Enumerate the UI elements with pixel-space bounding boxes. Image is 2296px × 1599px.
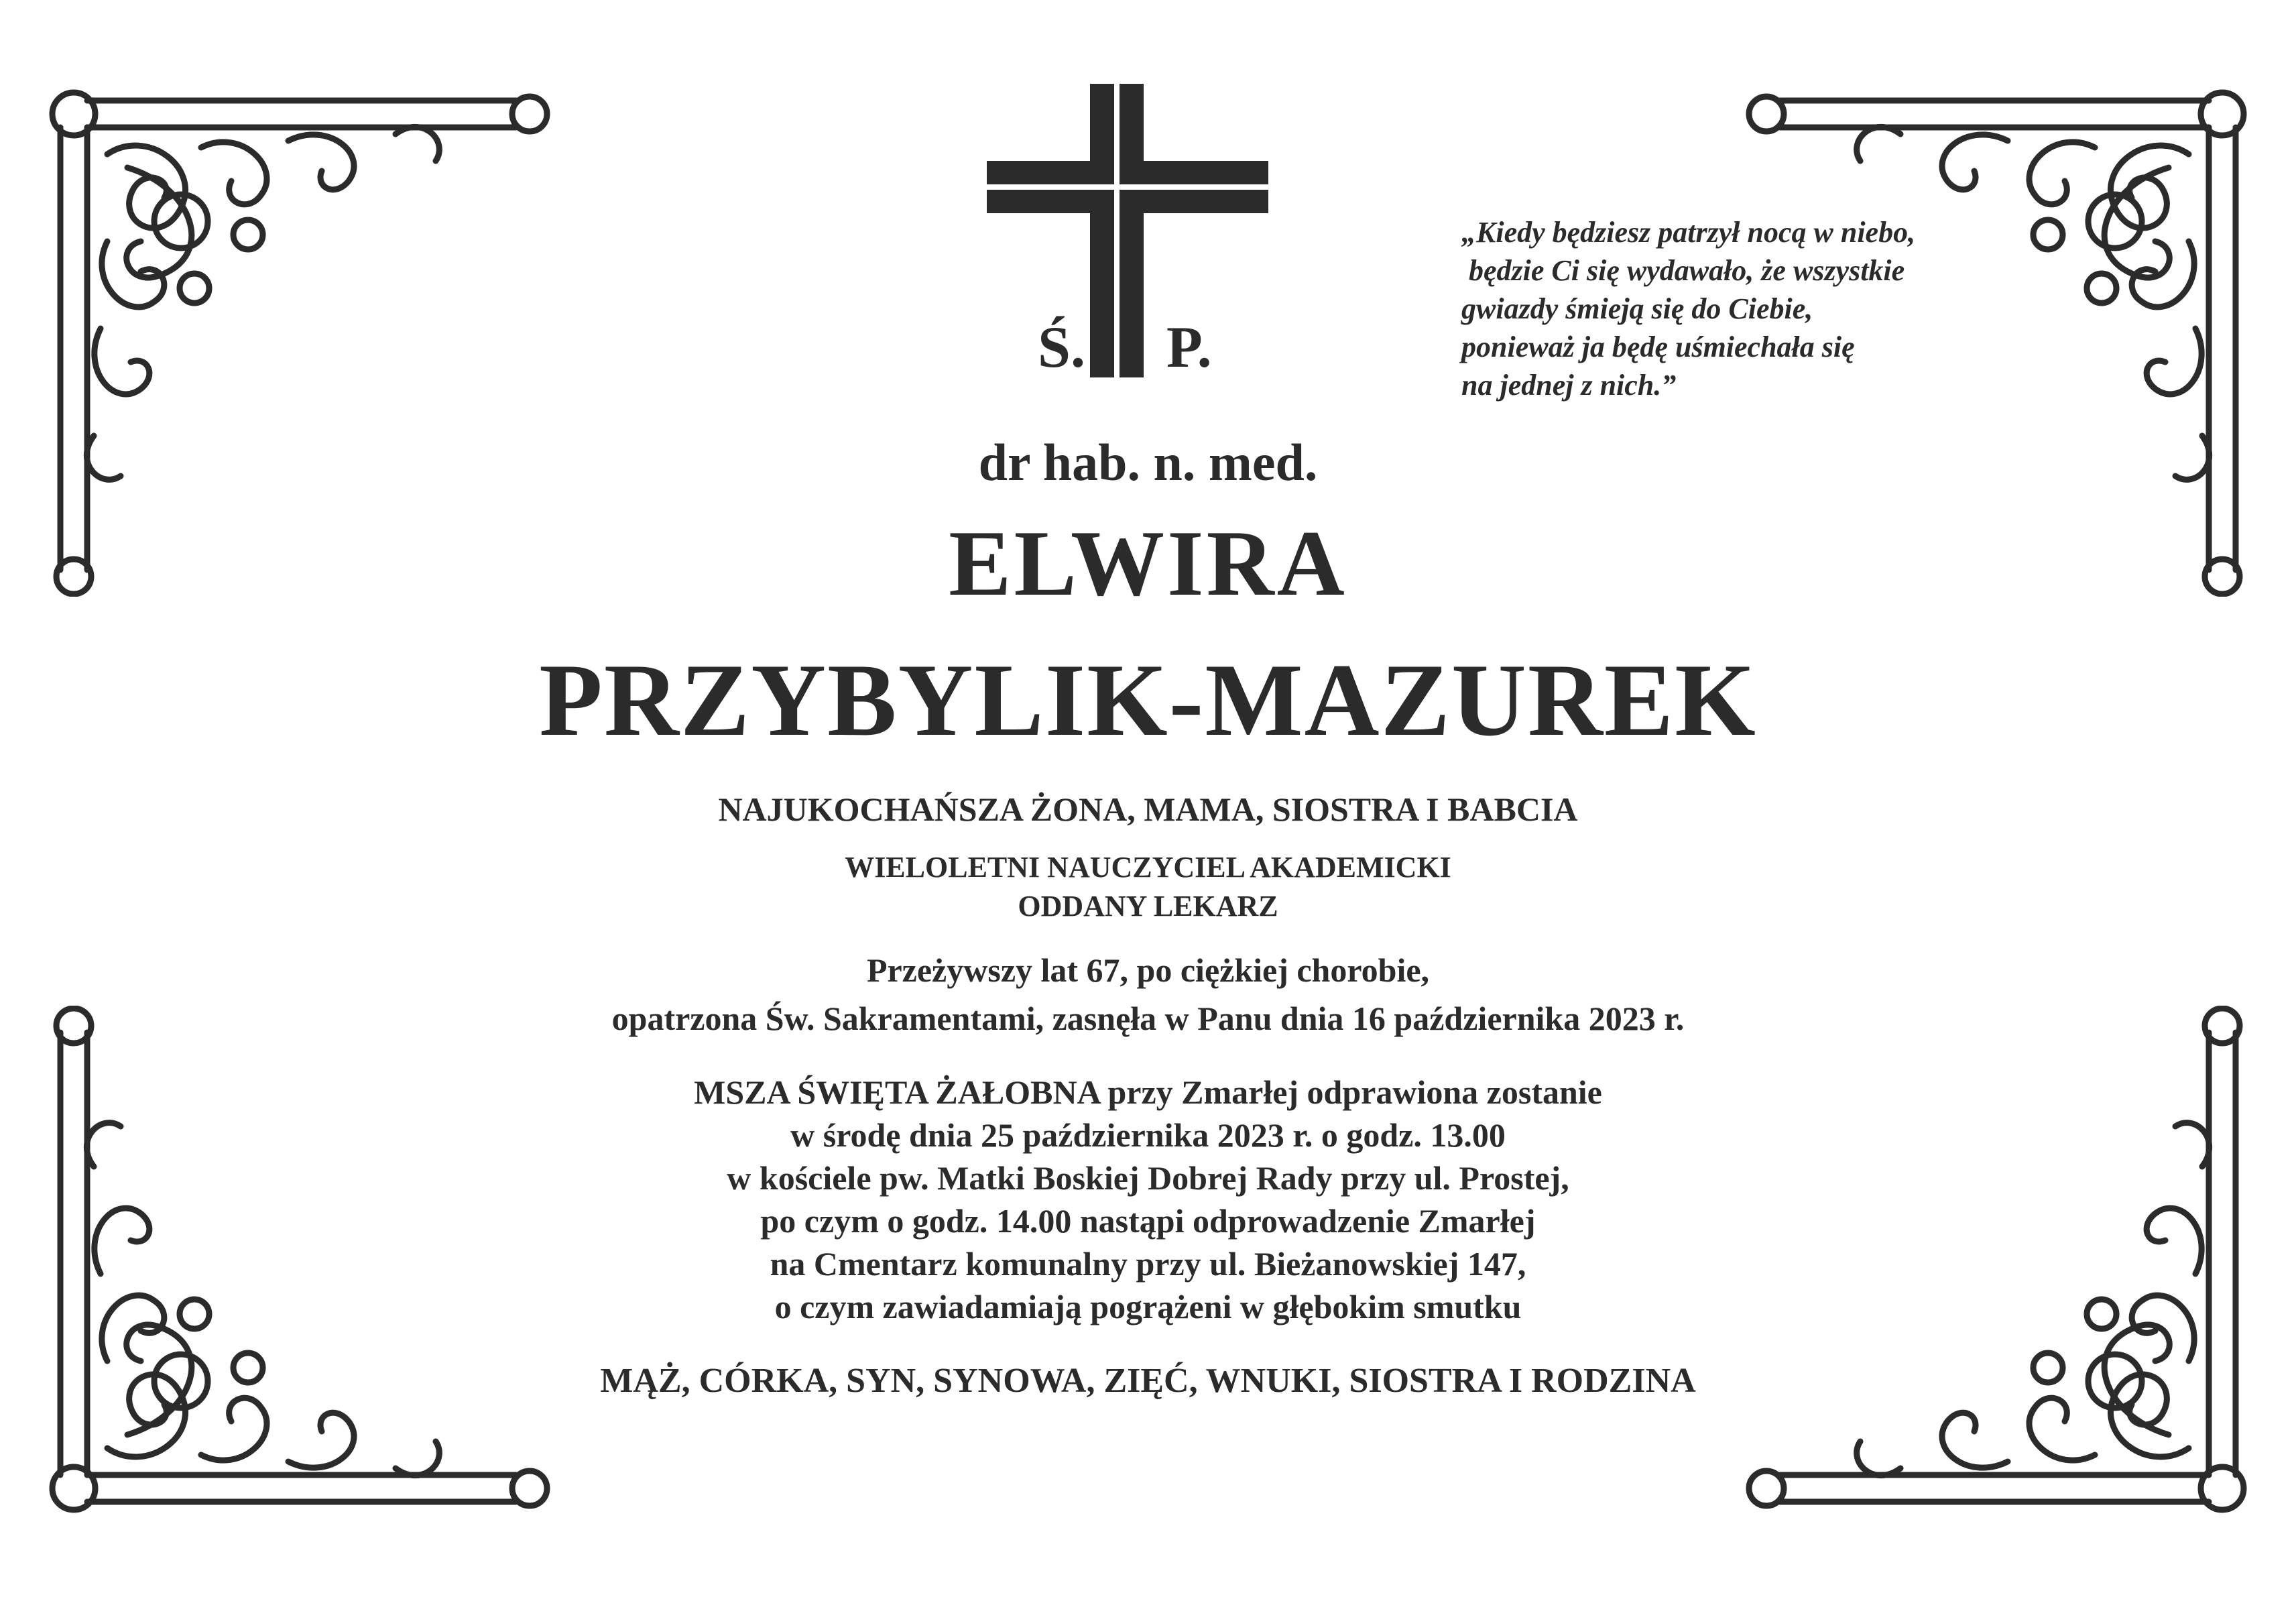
funeral-line-1-rest: przy Zmarłej odprawiona zostanie: [1099, 1073, 1602, 1111]
death-line-1: Przeżywszy lat 67, po ciężkiej chorobie,: [866, 951, 1430, 989]
mourners-signature: MĄŻ, CÓRKA, SYN, SYNOWA, ZIĘĆ, WNUKI, SIOSTRA I RODZINA: [600, 1362, 1696, 1400]
death-line-2: opatrzona Św. Sakramentami, zasnęła w Panu dnia 16 października 2023 r.: [611, 1000, 1685, 1037]
funeral-line-1: [0, 1073, 2296, 1112]
funeral-line-3: w kościele pw. Matki Boskiej Dobrej Rady przy ul. Prostej,: [727, 1159, 1569, 1197]
sp-left-letter: Ś.: [1038, 315, 1085, 380]
sp-right-letter: P.: [1166, 315, 1212, 380]
quote-line: „Kiedy będziesz patrzył nocą w niebo,: [1461, 216, 1916, 249]
first-name: ELWIRA: [949, 512, 1347, 615]
profession-line-2: ODDANY LEKARZ: [1018, 890, 1278, 923]
quote-line: będzie Ci się wydawało, że wszystkie: [1461, 254, 1905, 287]
quote-block: [1461, 213, 2065, 404]
quote-line: na jednej z nich.”: [1461, 369, 1677, 402]
quote-line: gwiazdy śmieją się do Ciebie,: [1461, 292, 1813, 325]
family-roles: NAJUKOCHAŃSZA ŻONA, MAMA, SIOSTRA I BABCIA: [718, 790, 1578, 828]
academic-title: dr hab. n. med.: [978, 433, 1318, 491]
funeral-lead: MSZA ŚWIĘTA ŻAŁOBNA: [694, 1073, 1099, 1111]
funeral-line-2: w środę dnia 25 października 2023 r. o godz. 13.00: [790, 1116, 1506, 1154]
funeral-line-5: na Cmentarz komunalny przy ul. Bieżanowskiej 147,: [770, 1245, 1526, 1283]
profession-line-1: WIELOLETNI NAUCZYCIEL AKADEMICKI: [845, 851, 1451, 884]
quote-line: ponieważ ja będę uśmiechała się: [1461, 331, 1855, 363]
last-name: PRZYBYLIK-MAZUREK: [539, 642, 1757, 758]
funeral-line-6: o czym zawiadamiają pogrążeni w głębokim smutku: [774, 1288, 1522, 1325]
funeral-line-4: po czym o godz. 14.00 nastąpi odprowadzenie Zmarłej: [760, 1202, 1536, 1240]
